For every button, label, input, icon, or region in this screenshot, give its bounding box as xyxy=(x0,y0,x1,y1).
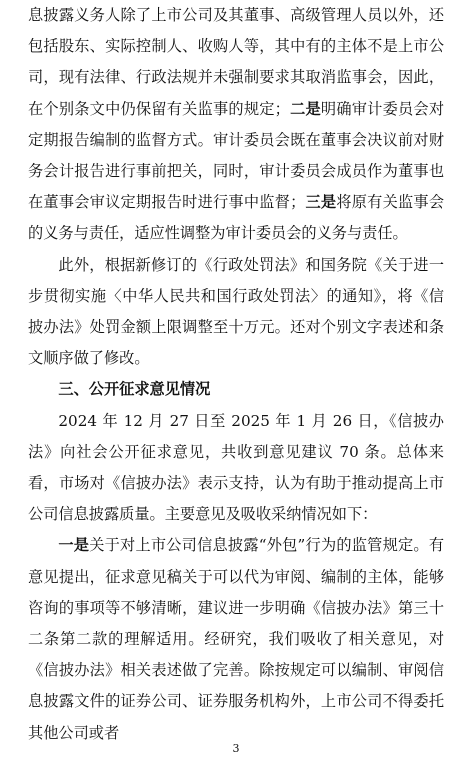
paragraph-text: 明确审计委员会对定期报告编制的监督方式。审计委员会既在董事会决议前对财务会计报告进行事前把关，同时，审计委员会成员作为董事也在董事会审议定期报告时进行事中监督； xyxy=(28,99,445,212)
paragraph-penalty-adjustment: 此外，根据新修订的《行政处罚法》和国务院《关于进一步贯彻实施〈中华人民共和国行政处罚法〉的通知》，将《信披办法》处罚金额上限调整至十万元。还对个别文字表述和条文顺序做了修改。 xyxy=(28,255,444,368)
paragraph-public-consultation: 2024 年 12 月 27 日至 2025 年 1 月 26 日，《信披办法》向社会公开征求意见，共收到意见建议 70 条。总体来看，市场对《信披办法》表示支持，认为有助于推动提高上市公司信息披露质量。主要意见及吸收采纳情况如下： xyxy=(28,411,444,524)
paragraph-text: 息披露义务人除了上市公司及其董事、高级管理人员以外，还包括股东、实际控制人、收购人等，其中有的主体不是上市公司，现有法律、行政法规并未强制要求其取消监事会，因此，在个别条文中仍保留有关监事的规定； xyxy=(28,6,444,118)
paragraph-outsourcing-opinion xyxy=(28,530,444,748)
paragraph-monitoring-duties xyxy=(28,0,444,250)
point-two-marker: 二是 xyxy=(289,99,321,118)
section-heading: 三、公开征求意见情况 xyxy=(58,380,211,399)
page-number: 3 xyxy=(232,742,240,755)
paragraph-text: 关于对上市公司信息披露“外包”行为的监管规定。有意见提出，征求意见稿关于可以代为审阅、编制的主体，能够咨询的事项等不够清晰，建议进一步明确《信披办法》第三十二条第二款的理解适用。经研究，我们吸收了相关意见，对《信披办法》相关表述做了完善。除按规定可以编制、审阅信息披露文件的证券公司、证券服务机构外，上市公司不得委托其他公司或者 xyxy=(28,536,445,742)
paragraph-text: 将原有关监事会的义务与责任，适应性调整为审计委员会的义务与责任。 xyxy=(28,193,445,243)
point-one-marker: 一是 xyxy=(58,536,90,555)
document-body xyxy=(28,0,444,749)
point-three-marker: 三是 xyxy=(305,193,337,212)
